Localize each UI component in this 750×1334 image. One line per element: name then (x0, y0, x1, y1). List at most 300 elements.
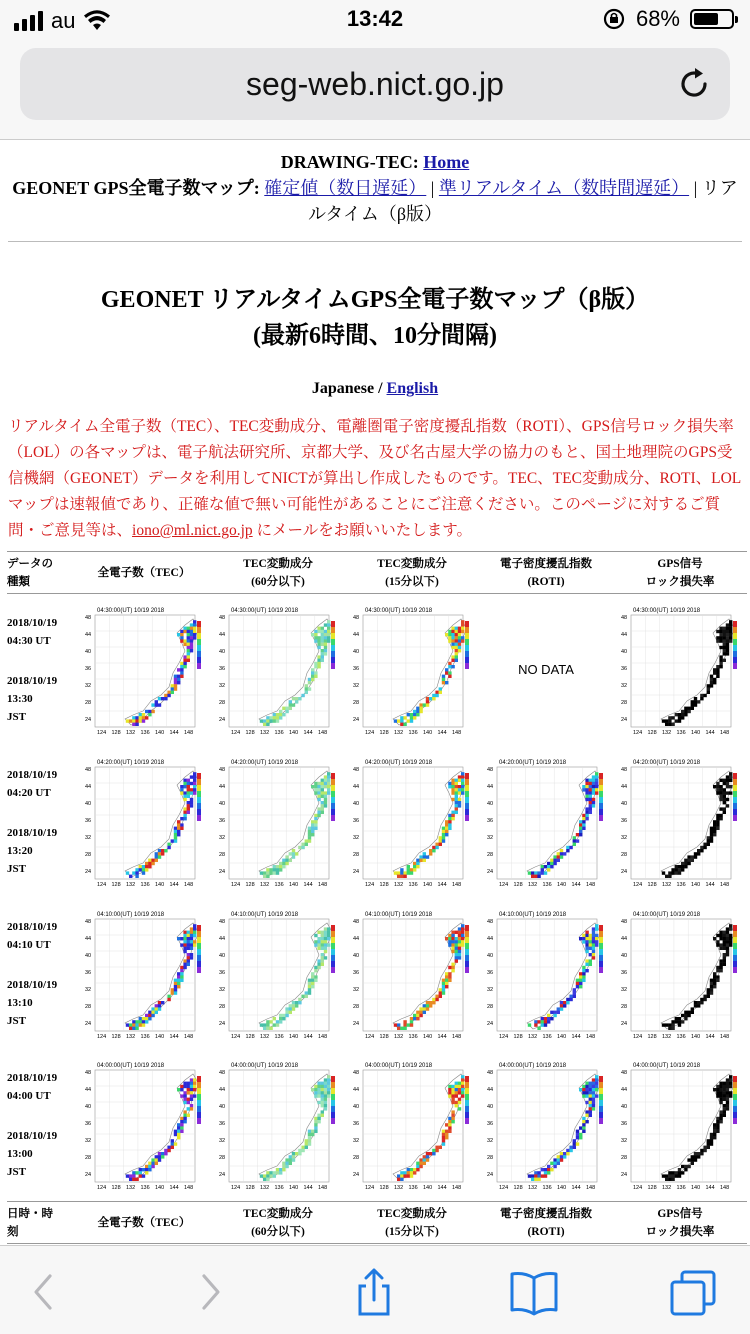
lon-tick: 136 (542, 1033, 552, 1040)
lat-tick: 40 (487, 1104, 494, 1111)
lat-tick: 36 (219, 665, 226, 672)
lol-cell (613, 594, 747, 746)
lat-tick: 40 (353, 648, 360, 655)
lon-tick: 124 (97, 1185, 107, 1192)
time-jst: JST (7, 1166, 26, 1179)
lon-tick: 128 (379, 729, 389, 736)
bottom-toolbar (0, 1245, 750, 1334)
table-row (7, 898, 747, 1050)
lon-tick: 144 (705, 1033, 715, 1040)
lon-tick: 128 (647, 1033, 657, 1040)
lon-tick: 128 (245, 1033, 255, 1040)
lon-tick: 132 (662, 729, 672, 736)
lat-tick: 44 (487, 783, 494, 790)
lol-map[interactable] (617, 907, 743, 1041)
lon-tick: 144 (303, 1185, 313, 1192)
lon-tick: 140 (155, 1185, 165, 1192)
lat-tick: 28 (353, 851, 360, 858)
lon-tick: 128 (513, 1033, 523, 1040)
lat-tick: 40 (85, 952, 92, 959)
bookmarks-icon[interactable] (506, 1264, 562, 1320)
time-ut-date: 2018/10/19 (7, 768, 58, 781)
header-line: (ROTI) (527, 1225, 565, 1238)
lon-tick: 148 (452, 881, 462, 888)
lon-tick: 124 (231, 1033, 241, 1040)
status-time: 13:42 (346, 6, 404, 31)
language-switch (0, 380, 750, 398)
lon-tick: 144 (571, 1033, 581, 1040)
lon-tick: 140 (289, 881, 299, 888)
tec60-cell (211, 746, 345, 898)
lon-tick: 148 (720, 1185, 730, 1192)
column-header (7, 1202, 77, 1244)
lon-tick: 128 (513, 1185, 523, 1192)
lang-english-link[interactable]: English (386, 380, 439, 397)
time-jst-date: 2018/10/19 (7, 978, 58, 991)
header-line: 全電子数（TEC） (97, 566, 191, 579)
lat-tick: 44 (621, 631, 628, 638)
map-timestamp: 04:30:00(UT) 10/19 2018 (231, 607, 299, 614)
lon-tick: 124 (633, 729, 643, 736)
lat-tick: 48 (487, 1070, 494, 1077)
lat-tick: 24 (621, 1172, 628, 1179)
header-line: 電子密度擾乱指数 (500, 557, 592, 570)
tec15-cell (345, 746, 479, 898)
lon-tick: 136 (140, 1185, 150, 1192)
column-header (613, 1202, 747, 1244)
lon-tick: 132 (126, 1033, 136, 1040)
lon-tick: 140 (289, 1033, 299, 1040)
map-timestamp: 04:20:00(UT) 10/19 2018 (499, 759, 567, 766)
lon-tick: 140 (423, 729, 433, 736)
lon-tick: 144 (437, 1033, 447, 1040)
lat-tick: 40 (353, 800, 360, 807)
header-line: (ROTI) (527, 575, 565, 588)
map-timestamp: 04:30:00(UT) 10/19 2018 (97, 607, 165, 614)
lon-tick: 148 (184, 1033, 194, 1040)
lon-tick: 144 (169, 1033, 179, 1040)
lat-tick: 40 (353, 952, 360, 959)
lat-tick: 24 (219, 868, 226, 875)
lat-tick: 36 (219, 1121, 226, 1128)
lon-tick: 128 (111, 729, 121, 736)
lat-tick: 44 (353, 935, 360, 942)
lat-tick: 24 (487, 1020, 494, 1027)
lat-tick: 28 (621, 699, 628, 706)
roti-cell (479, 1050, 613, 1202)
lon-tick: 132 (260, 881, 270, 888)
tec-map[interactable] (81, 603, 207, 737)
nav-prefix: DRAWING-TEC: (280, 152, 424, 172)
lon-tick: 144 (571, 1185, 581, 1192)
lon-tick: 132 (662, 1033, 672, 1040)
lat-tick: 36 (219, 817, 226, 824)
battery-icon (690, 9, 734, 29)
lat-tick: 28 (487, 1003, 494, 1010)
lat-tick: 32 (219, 1138, 226, 1145)
lat-tick: 44 (219, 1087, 226, 1094)
header-line: 日時・時 (7, 1207, 53, 1220)
carrier-label: au (51, 8, 76, 33)
tec15-map[interactable] (349, 755, 475, 889)
lol-map[interactable] (617, 603, 743, 737)
lon-tick: 128 (647, 1185, 657, 1192)
browser-toolbar (0, 40, 750, 140)
lat-tick: 40 (219, 648, 226, 655)
lat-tick: 28 (353, 1003, 360, 1010)
notice-body: リアルタイム全電子数（TEC）、TEC変動成分、電離圏電子密度擾乱指数（ROTI）、GPS信号ロック損失率（LOL）の各マップは、電子航法研究所、京都大学、及び名古屋大学の協力のもと、国土地理院のGPS受信機網（GEONET）データを利用してNICTが算出し作成したものです。TEC、TEC変動成分、ROTI、LOLマップは速報値であり、正確な値で無い可能性があることにご注意ください。このページに対するご質問・ご意見等は、 (8, 418, 742, 539)
header-line: 全電子数（TEC） (97, 1216, 191, 1229)
lon-tick: 148 (452, 729, 462, 736)
lat-tick: 44 (85, 1087, 92, 1094)
lon-tick: 144 (571, 881, 581, 888)
column-header (345, 552, 479, 594)
lat-tick: 36 (353, 665, 360, 672)
lon-tick: 136 (676, 729, 686, 736)
email-link[interactable]: iono@ml.nict.go.jp (132, 522, 253, 539)
lon-tick: 124 (231, 729, 241, 736)
lat-tick: 36 (353, 1121, 360, 1128)
lon-tick: 136 (408, 1033, 418, 1040)
lon-tick: 132 (528, 1033, 538, 1040)
home-link[interactable]: Home (423, 152, 470, 172)
lat-tick: 32 (219, 682, 226, 689)
lon-tick: 144 (169, 1185, 179, 1192)
tec60-cell (211, 898, 345, 1050)
tec60-map[interactable] (215, 603, 341, 737)
lon-tick: 144 (705, 881, 715, 888)
tec-cell (77, 1050, 211, 1202)
lat-tick: 28 (353, 1155, 360, 1162)
title-line-2: (最新6時間、10分間隔) (253, 323, 497, 349)
lat-tick: 28 (621, 1155, 628, 1162)
lat-tick: 28 (219, 699, 226, 706)
lon-tick: 148 (720, 1033, 730, 1040)
lon-tick: 140 (423, 1033, 433, 1040)
lat-tick: 32 (219, 834, 226, 841)
lat-tick: 40 (621, 648, 628, 655)
map-timestamp: 04:20:00(UT) 10/19 2018 (365, 759, 433, 766)
time-ut-time: 04:30 UT (7, 634, 51, 647)
forward-icon[interactable] (182, 1264, 238, 1320)
lon-tick: 132 (662, 1185, 672, 1192)
tec15-cell (345, 594, 479, 746)
lat-tick: 48 (621, 766, 628, 773)
map-timestamp: 04:20:00(UT) 10/19 2018 (97, 759, 165, 766)
lon-tick: 148 (184, 881, 194, 888)
map-timestamp: 04:10:00(UT) 10/19 2018 (633, 911, 701, 918)
header-line: 種類 (7, 575, 30, 588)
lat-tick: 32 (85, 834, 92, 841)
tec60-map[interactable] (215, 755, 341, 889)
lon-tick: 124 (499, 1185, 509, 1192)
lon-tick: 140 (155, 729, 165, 736)
lat-tick: 44 (85, 631, 92, 638)
lon-tick: 124 (499, 1033, 509, 1040)
lon-tick: 132 (528, 1185, 538, 1192)
lat-tick: 24 (487, 1172, 494, 1179)
lang-japanese: Japanese / (311, 380, 387, 397)
lol-map[interactable] (617, 1058, 743, 1192)
lon-tick: 148 (318, 1033, 328, 1040)
back-icon[interactable] (16, 1264, 72, 1320)
lat-tick: 28 (487, 1155, 494, 1162)
lat-tick: 24 (487, 868, 494, 875)
lat-tick: 44 (353, 631, 360, 638)
tec15-map[interactable] (349, 907, 475, 1041)
lat-tick: 48 (219, 614, 226, 621)
lat-tick: 28 (219, 1003, 226, 1010)
lat-tick: 48 (353, 766, 360, 773)
quasi-realtime-link[interactable]: 準リアルタイム（数時間遅延） (438, 178, 690, 198)
tec60-map[interactable] (215, 1058, 341, 1192)
lon-tick: 132 (126, 1185, 136, 1192)
header-line: GPS信号 (657, 1207, 703, 1220)
time-ut-time: 04:20 UT (7, 786, 51, 799)
lat-tick: 40 (487, 800, 494, 807)
lat-tick: 32 (219, 986, 226, 993)
column-header (77, 552, 211, 594)
lon-tick: 148 (452, 1185, 462, 1192)
lat-tick: 44 (353, 1087, 360, 1094)
tec15-map[interactable] (349, 1058, 475, 1192)
roti-map[interactable] (483, 1058, 609, 1192)
lat-tick: 48 (85, 614, 92, 621)
divider (8, 241, 742, 242)
map-timestamp: 04:10:00(UT) 10/19 2018 (365, 911, 433, 918)
map-timestamp: 04:30:00(UT) 10/19 2018 (633, 607, 701, 614)
lon-tick: 148 (184, 1185, 194, 1192)
lat-tick: 36 (621, 969, 628, 976)
lon-tick: 144 (437, 729, 447, 736)
tec15-map[interactable] (349, 603, 475, 737)
map-timestamp: 04:00:00(UT) 10/19 2018 (231, 1063, 299, 1070)
tabs-icon[interactable] (666, 1264, 722, 1320)
battery-percent: 68% (635, 6, 680, 31)
status-right (602, 6, 734, 32)
lat-tick: 24 (353, 716, 360, 723)
lat-tick: 32 (621, 1138, 628, 1145)
header-line: TEC変動成分 (243, 557, 313, 570)
tec60-cell (211, 1050, 345, 1202)
lon-tick: 128 (379, 1033, 389, 1040)
column-header (211, 1202, 345, 1244)
lon-tick: 144 (437, 881, 447, 888)
lon-tick: 132 (126, 881, 136, 888)
lat-tick: 24 (85, 868, 92, 875)
lon-tick: 148 (586, 1033, 596, 1040)
lon-tick: 144 (169, 881, 179, 888)
lat-tick: 40 (621, 1104, 628, 1111)
lon-tick: 128 (111, 1185, 121, 1192)
lat-tick: 36 (487, 1121, 494, 1128)
lon-tick: 140 (155, 881, 165, 888)
lon-tick: 128 (245, 1185, 255, 1192)
roti-map[interactable] (483, 907, 609, 1041)
lat-tick: 24 (219, 716, 226, 723)
lat-tick: 28 (353, 699, 360, 706)
time-cell (7, 1050, 77, 1202)
lat-tick: 28 (85, 1155, 92, 1162)
table-row (7, 1050, 747, 1202)
lol-cell (613, 898, 747, 1050)
tec-cell (77, 898, 211, 1050)
lat-tick: 44 (353, 783, 360, 790)
lon-tick: 136 (676, 1185, 686, 1192)
lon-tick: 136 (140, 881, 150, 888)
status-bar (0, 0, 750, 40)
lat-tick: 28 (621, 1003, 628, 1010)
lon-tick: 136 (140, 729, 150, 736)
lat-tick: 24 (621, 716, 628, 723)
map-table (7, 551, 747, 1261)
lat-tick: 44 (85, 783, 92, 790)
lon-tick: 136 (676, 881, 686, 888)
tec60-cell (211, 594, 345, 746)
map-timestamp: 04:20:00(UT) 10/19 2018 (633, 759, 701, 766)
lat-tick: 36 (219, 969, 226, 976)
lat-tick: 32 (85, 1138, 92, 1145)
lon-tick: 132 (260, 1033, 270, 1040)
lat-tick: 48 (621, 1070, 628, 1077)
lon-tick: 128 (513, 881, 523, 888)
lon-tick: 148 (318, 1185, 328, 1192)
lon-tick: 136 (676, 1033, 686, 1040)
time-ut-date: 2018/10/19 (7, 616, 58, 629)
lat-tick: 36 (621, 1121, 628, 1128)
lat-tick: 24 (85, 1172, 92, 1179)
lon-tick: 148 (318, 729, 328, 736)
lon-tick: 128 (245, 881, 255, 888)
lon-tick: 140 (557, 881, 567, 888)
header-line: 刻 (7, 1225, 19, 1238)
lon-tick: 140 (691, 1033, 701, 1040)
time-jst-date: 2018/10/19 (7, 674, 58, 687)
no-data-label: NO DATA (518, 661, 574, 677)
lon-tick: 140 (557, 1185, 567, 1192)
lon-tick: 144 (303, 881, 313, 888)
lon-tick: 136 (542, 1185, 552, 1192)
map-timestamp: 04:10:00(UT) 10/19 2018 (231, 911, 299, 918)
lon-tick: 124 (365, 729, 375, 736)
lat-tick: 48 (487, 918, 494, 925)
lat-tick: 36 (353, 817, 360, 824)
map-timestamp: 04:20:00(UT) 10/19 2018 (231, 759, 299, 766)
map-timestamp: 04:10:00(UT) 10/19 2018 (97, 911, 165, 918)
lat-tick: 24 (621, 868, 628, 875)
lon-tick: 124 (97, 729, 107, 736)
time-jst: JST (7, 862, 26, 875)
lol-map[interactable] (617, 755, 743, 889)
confirmed-link[interactable]: 確定値（数日遅延） (264, 178, 427, 198)
time-jst-time: 13:10 (7, 996, 33, 1009)
header-line: TEC変動成分 (377, 557, 447, 570)
tec-cell (77, 594, 211, 746)
lon-tick: 136 (274, 1033, 284, 1040)
header-line: (60分以下) (251, 1225, 305, 1238)
header-line: TEC変動成分 (377, 1207, 447, 1220)
lon-tick: 148 (184, 729, 194, 736)
url-text: seg-web.nict.go.jp (246, 66, 504, 102)
table-row (7, 746, 747, 898)
lon-tick: 140 (423, 1185, 433, 1192)
lon-tick: 132 (260, 1185, 270, 1192)
lon-tick: 132 (126, 729, 136, 736)
roti-map[interactable] (483, 755, 609, 889)
tec-map[interactable] (81, 907, 207, 1041)
reload-icon[interactable] (676, 66, 712, 102)
orientation-lock-icon (602, 7, 626, 31)
lat-tick: 48 (353, 614, 360, 621)
lol-cell (613, 1050, 747, 1202)
table-row (7, 594, 747, 746)
column-header (211, 552, 345, 594)
lon-tick: 148 (318, 881, 328, 888)
lat-tick: 28 (621, 851, 628, 858)
lon-tick: 144 (303, 1033, 313, 1040)
lon-tick: 140 (289, 1185, 299, 1192)
site-nav (0, 141, 750, 227)
tec-map[interactable] (81, 1058, 207, 1192)
lat-tick: 44 (621, 783, 628, 790)
time-cell (7, 898, 77, 1050)
lat-tick: 32 (621, 986, 628, 993)
lat-tick: 40 (219, 800, 226, 807)
lat-tick: 48 (353, 918, 360, 925)
lat-tick: 40 (85, 1104, 92, 1111)
lat-tick: 36 (85, 665, 92, 672)
nav-sep-1: | (426, 178, 439, 198)
tec-map[interactable] (81, 755, 207, 889)
lat-tick: 40 (621, 952, 628, 959)
lon-tick: 124 (633, 1185, 643, 1192)
lon-tick: 140 (423, 881, 433, 888)
lon-tick: 136 (140, 1033, 150, 1040)
share-icon[interactable] (346, 1264, 402, 1320)
lat-tick: 28 (219, 851, 226, 858)
lon-tick: 144 (303, 729, 313, 736)
title-line-1: GEONET リアルタイムGPS全電子数マップ（β版） (100, 287, 650, 313)
lon-tick: 136 (408, 881, 418, 888)
header-line: TEC変動成分 (243, 1207, 313, 1220)
lat-tick: 36 (621, 665, 628, 672)
lon-tick: 136 (542, 881, 552, 888)
lat-tick: 32 (621, 834, 628, 841)
address-bar[interactable] (20, 48, 730, 120)
lat-tick: 36 (85, 1121, 92, 1128)
lat-tick: 48 (85, 1070, 92, 1077)
time-ut-time: 04:00 UT (7, 1090, 51, 1103)
lon-tick: 128 (111, 881, 121, 888)
lat-tick: 48 (85, 766, 92, 773)
lon-tick: 136 (274, 881, 284, 888)
map-timestamp: 04:10:00(UT) 10/19 2018 (499, 911, 567, 918)
tec60-map[interactable] (215, 907, 341, 1041)
lon-tick: 136 (408, 1185, 418, 1192)
web-content (0, 141, 750, 1245)
tec-cell (77, 746, 211, 898)
lat-tick: 24 (353, 1020, 360, 1027)
column-header (77, 1202, 211, 1244)
lat-tick: 48 (487, 766, 494, 773)
lat-tick: 44 (219, 935, 226, 942)
lon-tick: 148 (586, 1185, 596, 1192)
lon-tick: 132 (394, 1185, 404, 1192)
lon-tick: 144 (705, 729, 715, 736)
table-header-row (7, 1202, 747, 1244)
lat-tick: 36 (487, 817, 494, 824)
lon-tick: 128 (647, 881, 657, 888)
